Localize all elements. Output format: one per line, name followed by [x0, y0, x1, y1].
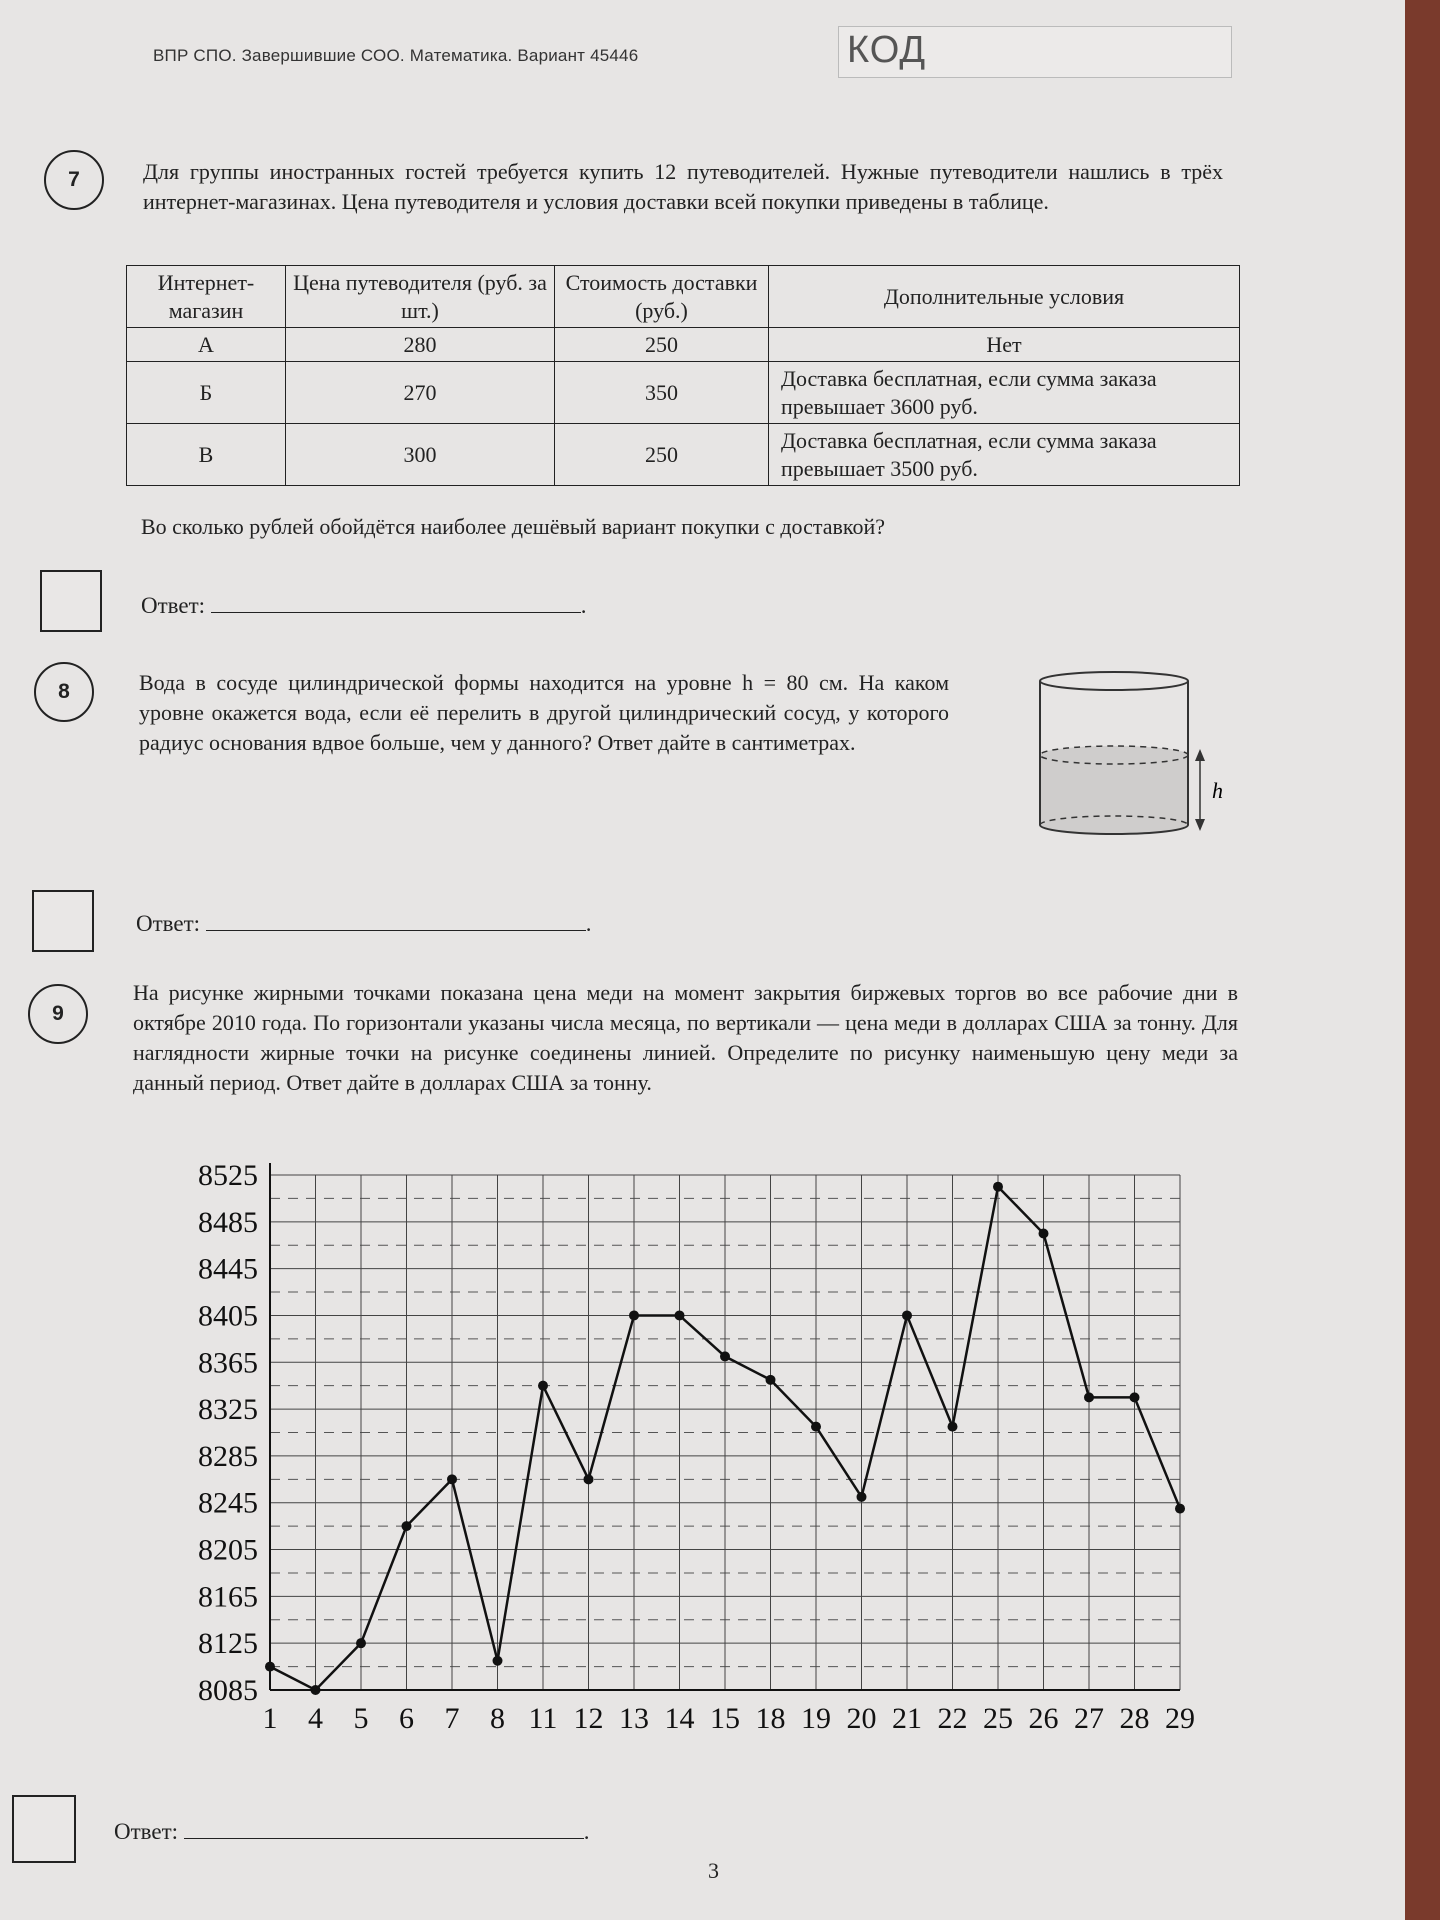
- code-label: КОД: [847, 29, 927, 71]
- x-tick-label: 5: [353, 1702, 369, 1735]
- table-cell: 300: [286, 424, 555, 486]
- answer-field-7[interactable]: [211, 590, 581, 613]
- x-tick-label: 20: [846, 1702, 877, 1735]
- price-point: [720, 1351, 730, 1361]
- x-tick-label: 15: [710, 1702, 740, 1735]
- question-8-text: Вода в сосуде цилиндрической формы находится на уровне h = 80 см. На каком уровне окажется вода, если её перелить в другой цилиндрический сосуд, у которого радиус основания вдвое больше, чем у данного? Ответ дайте в сантиметрах.: [139, 670, 949, 755]
- table-header: Интернет-магазин: [127, 266, 286, 328]
- table-header: Цена путеводителя (руб. за шт.): [286, 266, 555, 328]
- answer-line-8: Ответ: .: [136, 908, 592, 937]
- x-tick-label: 25: [983, 1702, 1013, 1735]
- answer-label: Ответ:: [114, 1819, 179, 1844]
- table-cell: Б: [127, 362, 286, 424]
- price-point: [629, 1310, 639, 1320]
- table-cell: В: [127, 424, 286, 486]
- y-tick-label: 8525: [198, 1159, 258, 1192]
- table-header: Стоимость доставки (руб.): [555, 266, 769, 328]
- price-point: [584, 1474, 594, 1484]
- x-tick-label: 7: [444, 1702, 460, 1735]
- price-point: [857, 1492, 867, 1502]
- question-7-prompt: Во сколько рублей обойдётся наиболее дешёвый вариант покупки с доставкой?: [141, 514, 885, 539]
- table-row: [127, 328, 1240, 362]
- x-tick-label: 8: [490, 1702, 505, 1735]
- price-point: [402, 1521, 412, 1531]
- answer-label: Ответ:: [141, 593, 206, 618]
- x-tick-label: 28: [1119, 1702, 1150, 1735]
- price-point: [538, 1381, 548, 1391]
- price-point: [993, 1182, 1003, 1192]
- table-cell: 280: [286, 328, 555, 362]
- x-tick-label: 22: [937, 1702, 968, 1735]
- x-tick-label: 21: [892, 1702, 922, 1735]
- table-cell: 250: [555, 424, 769, 486]
- table-cell: Доставка бесплатная, если сумма заказа превышает 3500 руб.: [769, 424, 1240, 486]
- height-label: h: [1212, 778, 1223, 803]
- price-point: [1130, 1392, 1140, 1402]
- price-point: [948, 1422, 958, 1432]
- table-header: Дополнительные условия: [769, 266, 1240, 328]
- cylinder-figure: [1030, 665, 1230, 845]
- table-cell: 270: [286, 362, 555, 424]
- price-point: [265, 1662, 275, 1672]
- y-tick-label: 8125: [198, 1627, 258, 1661]
- page-number: 3: [708, 1858, 719, 1883]
- price-point: [766, 1375, 776, 1385]
- x-tick-label: 13: [619, 1702, 649, 1735]
- price-point: [811, 1422, 821, 1432]
- y-tick-label: 8165: [198, 1580, 258, 1614]
- table-row: [127, 424, 1240, 486]
- question-7-number: 7: [44, 150, 104, 210]
- question-9-text: На рисунке жирными точками показана цена меди на момент закрытия биржевых торгов во все рабочие дни в октябре 2010 года. По горизонтали указаны числа месяца, по вертикали — цена меди в долларах США за тонну. Для наглядности жирные точки на рисунке соединены линией. Определите по рисунку наименьшую цену меди за данный период. Ответ дайте в долларах США за тонну.: [133, 980, 1238, 1095]
- y-tick-label: 8405: [198, 1299, 258, 1333]
- answer-box-7[interactable]: [40, 570, 102, 632]
- question-9-number: 9: [28, 984, 88, 1044]
- x-tick-label: 26: [1028, 1702, 1059, 1735]
- x-tick-label: 14: [664, 1702, 695, 1735]
- answer-line-7: Ответ: .: [141, 590, 587, 619]
- answer-field-9[interactable]: [184, 1816, 584, 1839]
- y-tick-label: 8085: [198, 1674, 258, 1707]
- price-point: [675, 1310, 685, 1320]
- y-tick-label: 8445: [198, 1252, 258, 1286]
- answer-label: Ответ:: [136, 911, 201, 936]
- y-tick-label: 8285: [198, 1439, 258, 1473]
- x-tick-label: 27: [1074, 1702, 1104, 1735]
- y-tick-label: 8325: [198, 1393, 258, 1427]
- price-point: [1039, 1229, 1049, 1239]
- answer-line-9: Ответ: .: [114, 1816, 590, 1845]
- price-point: [356, 1638, 366, 1648]
- x-tick-label: 19: [801, 1702, 831, 1735]
- y-tick-label: 8205: [198, 1533, 258, 1567]
- y-tick-label: 8485: [198, 1205, 258, 1239]
- exam-header-title: ВПР СПО. Завершившие СОО. Математика. Вариант 45446: [153, 46, 639, 65]
- price-point: [311, 1685, 321, 1695]
- shops-table: [126, 265, 1240, 486]
- x-tick-label: 18: [755, 1702, 786, 1735]
- x-tick-label: 4: [308, 1702, 323, 1735]
- x-tick-label: 11: [528, 1702, 558, 1735]
- table-cell: 350: [555, 362, 769, 424]
- y-tick-label: 8365: [198, 1346, 258, 1380]
- copper-price-chart: [170, 1150, 1230, 1750]
- price-point: [493, 1656, 503, 1666]
- x-tick-label: 1: [262, 1702, 278, 1735]
- question-7-text: Для группы иностранных гостей требуется купить 12 путеводителей. Нужные путеводители нашлись в трёх интернет-магазинах. Цена путеводителя и условия доставки всей покупки приведены в таблице.: [143, 159, 1223, 214]
- question-8-number: 8: [34, 662, 94, 722]
- table-cell: Нет: [769, 328, 1240, 362]
- price-point: [902, 1310, 912, 1320]
- answer-field-8[interactable]: [206, 908, 586, 931]
- code-box[interactable]: [838, 26, 1232, 78]
- answer-box-8[interactable]: [32, 890, 94, 952]
- y-tick-label: 8245: [198, 1486, 258, 1520]
- price-point: [447, 1474, 457, 1484]
- price-point: [1175, 1504, 1185, 1514]
- answer-box-9[interactable]: [12, 1795, 76, 1863]
- table-row: [127, 362, 1240, 424]
- x-tick-label: 6: [399, 1702, 414, 1735]
- price-point: [1084, 1392, 1094, 1402]
- table-cell: 250: [555, 328, 769, 362]
- x-tick-label: 29: [1165, 1702, 1195, 1735]
- table-cell: А: [127, 328, 286, 362]
- x-tick-label: 12: [573, 1702, 604, 1735]
- table-cell: Доставка бесплатная, если сумма заказа превышает 3600 руб.: [769, 362, 1240, 424]
